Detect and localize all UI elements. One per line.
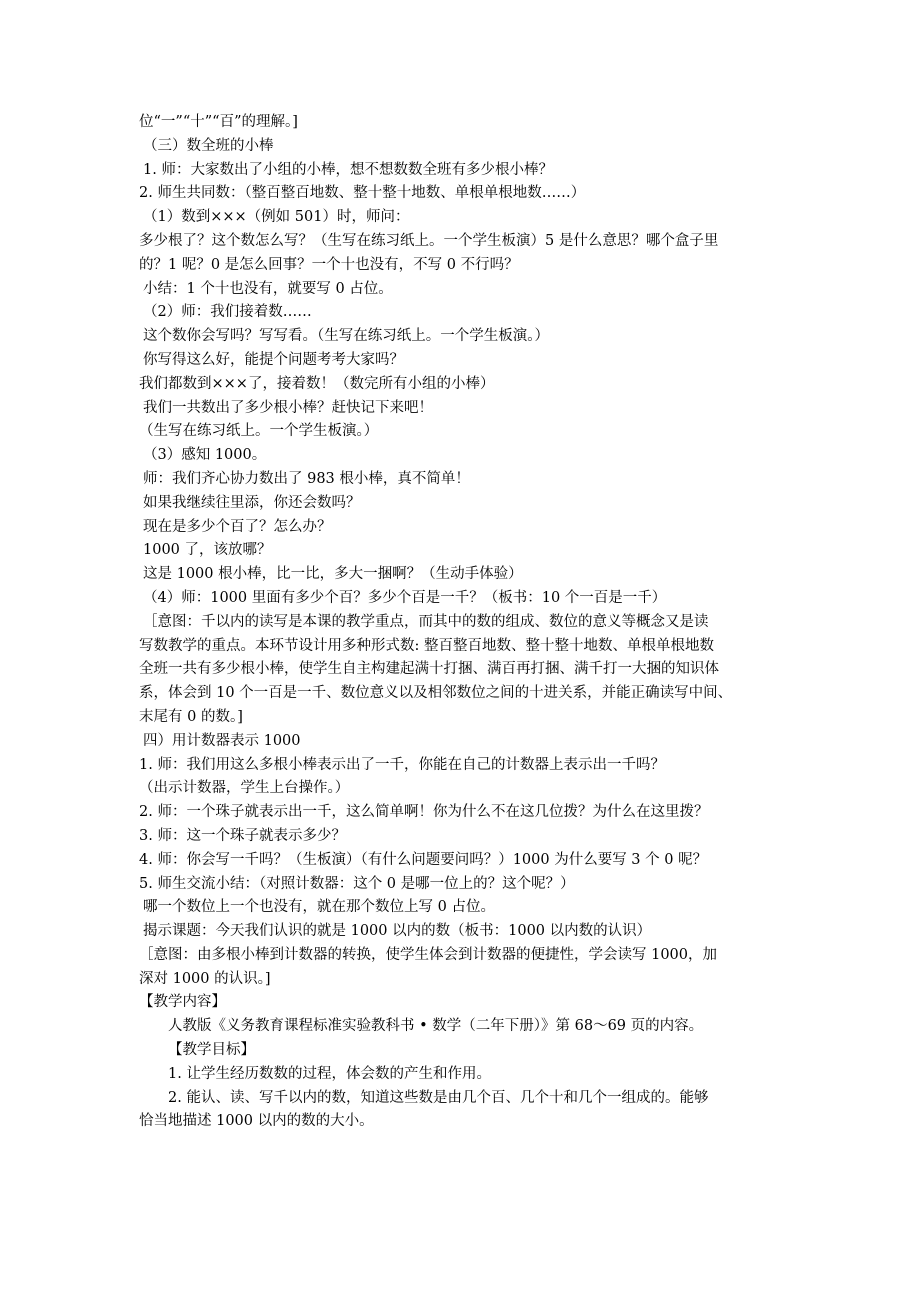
text-line: 1. 师：我们用这么多根小棒表示出了一千，你能在自己的计数器上表示出一千吗？ <box>139 756 665 773</box>
text-line: （1）数到×××（例如 501）时，师问： <box>143 209 410 226</box>
text-line: ［意图：千以内的读写是本课的教学重点，而其中的数的组成、数位的意义等概念又是读 <box>143 613 709 630</box>
text-line: 末尾有 0 的数。] <box>139 708 243 725</box>
text-line: ［意图：由多根小棒到计数器的转换，使学生体会到计数器的便捷性，学会读写 1000，加 <box>139 946 718 963</box>
text-line: 师：我们齐心协力数出了 983 根小棒，真不简单！ <box>143 470 470 487</box>
text-line: 2. 师：一个珠子就表示出一千，这么简单啊！你为什么不在这几位拨？为什么在这里拨？ <box>139 804 709 821</box>
text-line: 位“一”“十”“百”的理解。] <box>139 114 298 130</box>
text-line: 恰当地描述 1000 以内的数的大小。 <box>139 1113 374 1130</box>
text-line: 写数教学的重点。本环节设计用多种形式数: 整百整百地数、整十整十地数、单根单根地数 <box>139 637 714 654</box>
text-line: 这是 1000 根小棒，比一比，多大一捆啊？（生动手体验） <box>143 566 523 583</box>
text-line: 你写得这么好，能提个问题考考大家吗？ <box>143 351 404 368</box>
text-line: 哪一个数位上一个也没有，就在那个数位上写 0 占位。 <box>143 899 495 916</box>
text-line: 系，体会到 10 个一百是一千、数位意义以及相邻数位之间的十进关系，并能正确读写中间、 <box>139 685 733 702</box>
text-line: 四）用计数器表示 1000 <box>143 732 301 749</box>
text-line: 的？1 呢？0 是怎么回事？一个十也没有，不写 0 不行吗？ <box>139 256 519 273</box>
text-line: （2）师：我们接着数…… <box>143 304 312 321</box>
text-line: 1000 了，该放哪？ <box>143 542 272 559</box>
text-line: 我们一共数出了多少根小棒？赶快记下来吧！ <box>143 399 433 416</box>
text-line: 揭示课题：今天我们认识的就是 1000 以内的数（板书：1000 以内数的认识） <box>143 923 652 940</box>
text-line: （三）数全班的小棒 <box>143 137 274 154</box>
text-line: 多少根了？这个数怎么写？（生写在练习纸上。一个学生板演）5 是什么意思？哪个盒子里 <box>139 232 719 249</box>
text-line: 如果我继续往里添，你还会数吗？ <box>143 494 361 511</box>
text-line: 我们都数到×××了，接着数！（数完所有小组的小棒） <box>139 375 495 392</box>
text-line: 人教版《义务教育课程标准实验教科书 • 数学（二年下册）》第 68～69 页的内容。 <box>168 1018 704 1035</box>
text-line: 【教学内容】 <box>139 994 226 1011</box>
text-line: （出示计数器，学生上台操作。） <box>139 780 350 797</box>
text-line: （生写在练习纸上。一个学生板演。） <box>139 423 379 440</box>
text-line: 深对 1000 的认识。] <box>139 970 271 987</box>
text-line: 小结：1 个十也没有，就要写 0 占位。 <box>143 280 393 297</box>
text-line: 5. 师生交流小结：（对照计数器：这个 0 是哪一位上的？这个呢？） <box>139 875 575 892</box>
text-line: 全班一共有多少根小棒，使学生自主构建起满十打捆、满百再打捆、满千打一大捆的知识体 <box>139 661 719 678</box>
text-line: 3. 师：这一个珠子就表示多少？ <box>139 827 346 844</box>
document-body <box>139 111 789 1134</box>
text-line: 4. 师：你会写一千吗？（生板演）（有什么问题要问吗？）1000 为什么要写 3 个 0 呢？ <box>139 851 708 868</box>
text-line: 2. 能认、读、写千以内的数，知道这些数是由几个百、几个十和几个一组成的。能够 <box>168 1089 709 1106</box>
text-line: 2. 师生共同数：（整百整百地数、整十整十地数、单根单根地数……） <box>139 185 586 202</box>
text-line: （4）师：1000 里面有多少个百？多少个百是一千？（板书：10 个一百是一千） <box>143 589 667 606</box>
text-line: 1. 师：大家数出了小组的小棒，想不想数数全班有多少根小棒？ <box>143 161 553 178</box>
text-line: 1. 让学生经历数数的过程，体会数的产生和作用。 <box>168 1065 491 1082</box>
text-line: 现在是多少个百了？怎么办？ <box>143 518 332 535</box>
text-line: 这个数你会写吗？写写看。（生写在练习纸上。一个学生板演。） <box>143 328 549 345</box>
text-line: （3）感知 1000。 <box>143 447 267 464</box>
text-line: 【教学目标】 <box>168 1042 255 1059</box>
